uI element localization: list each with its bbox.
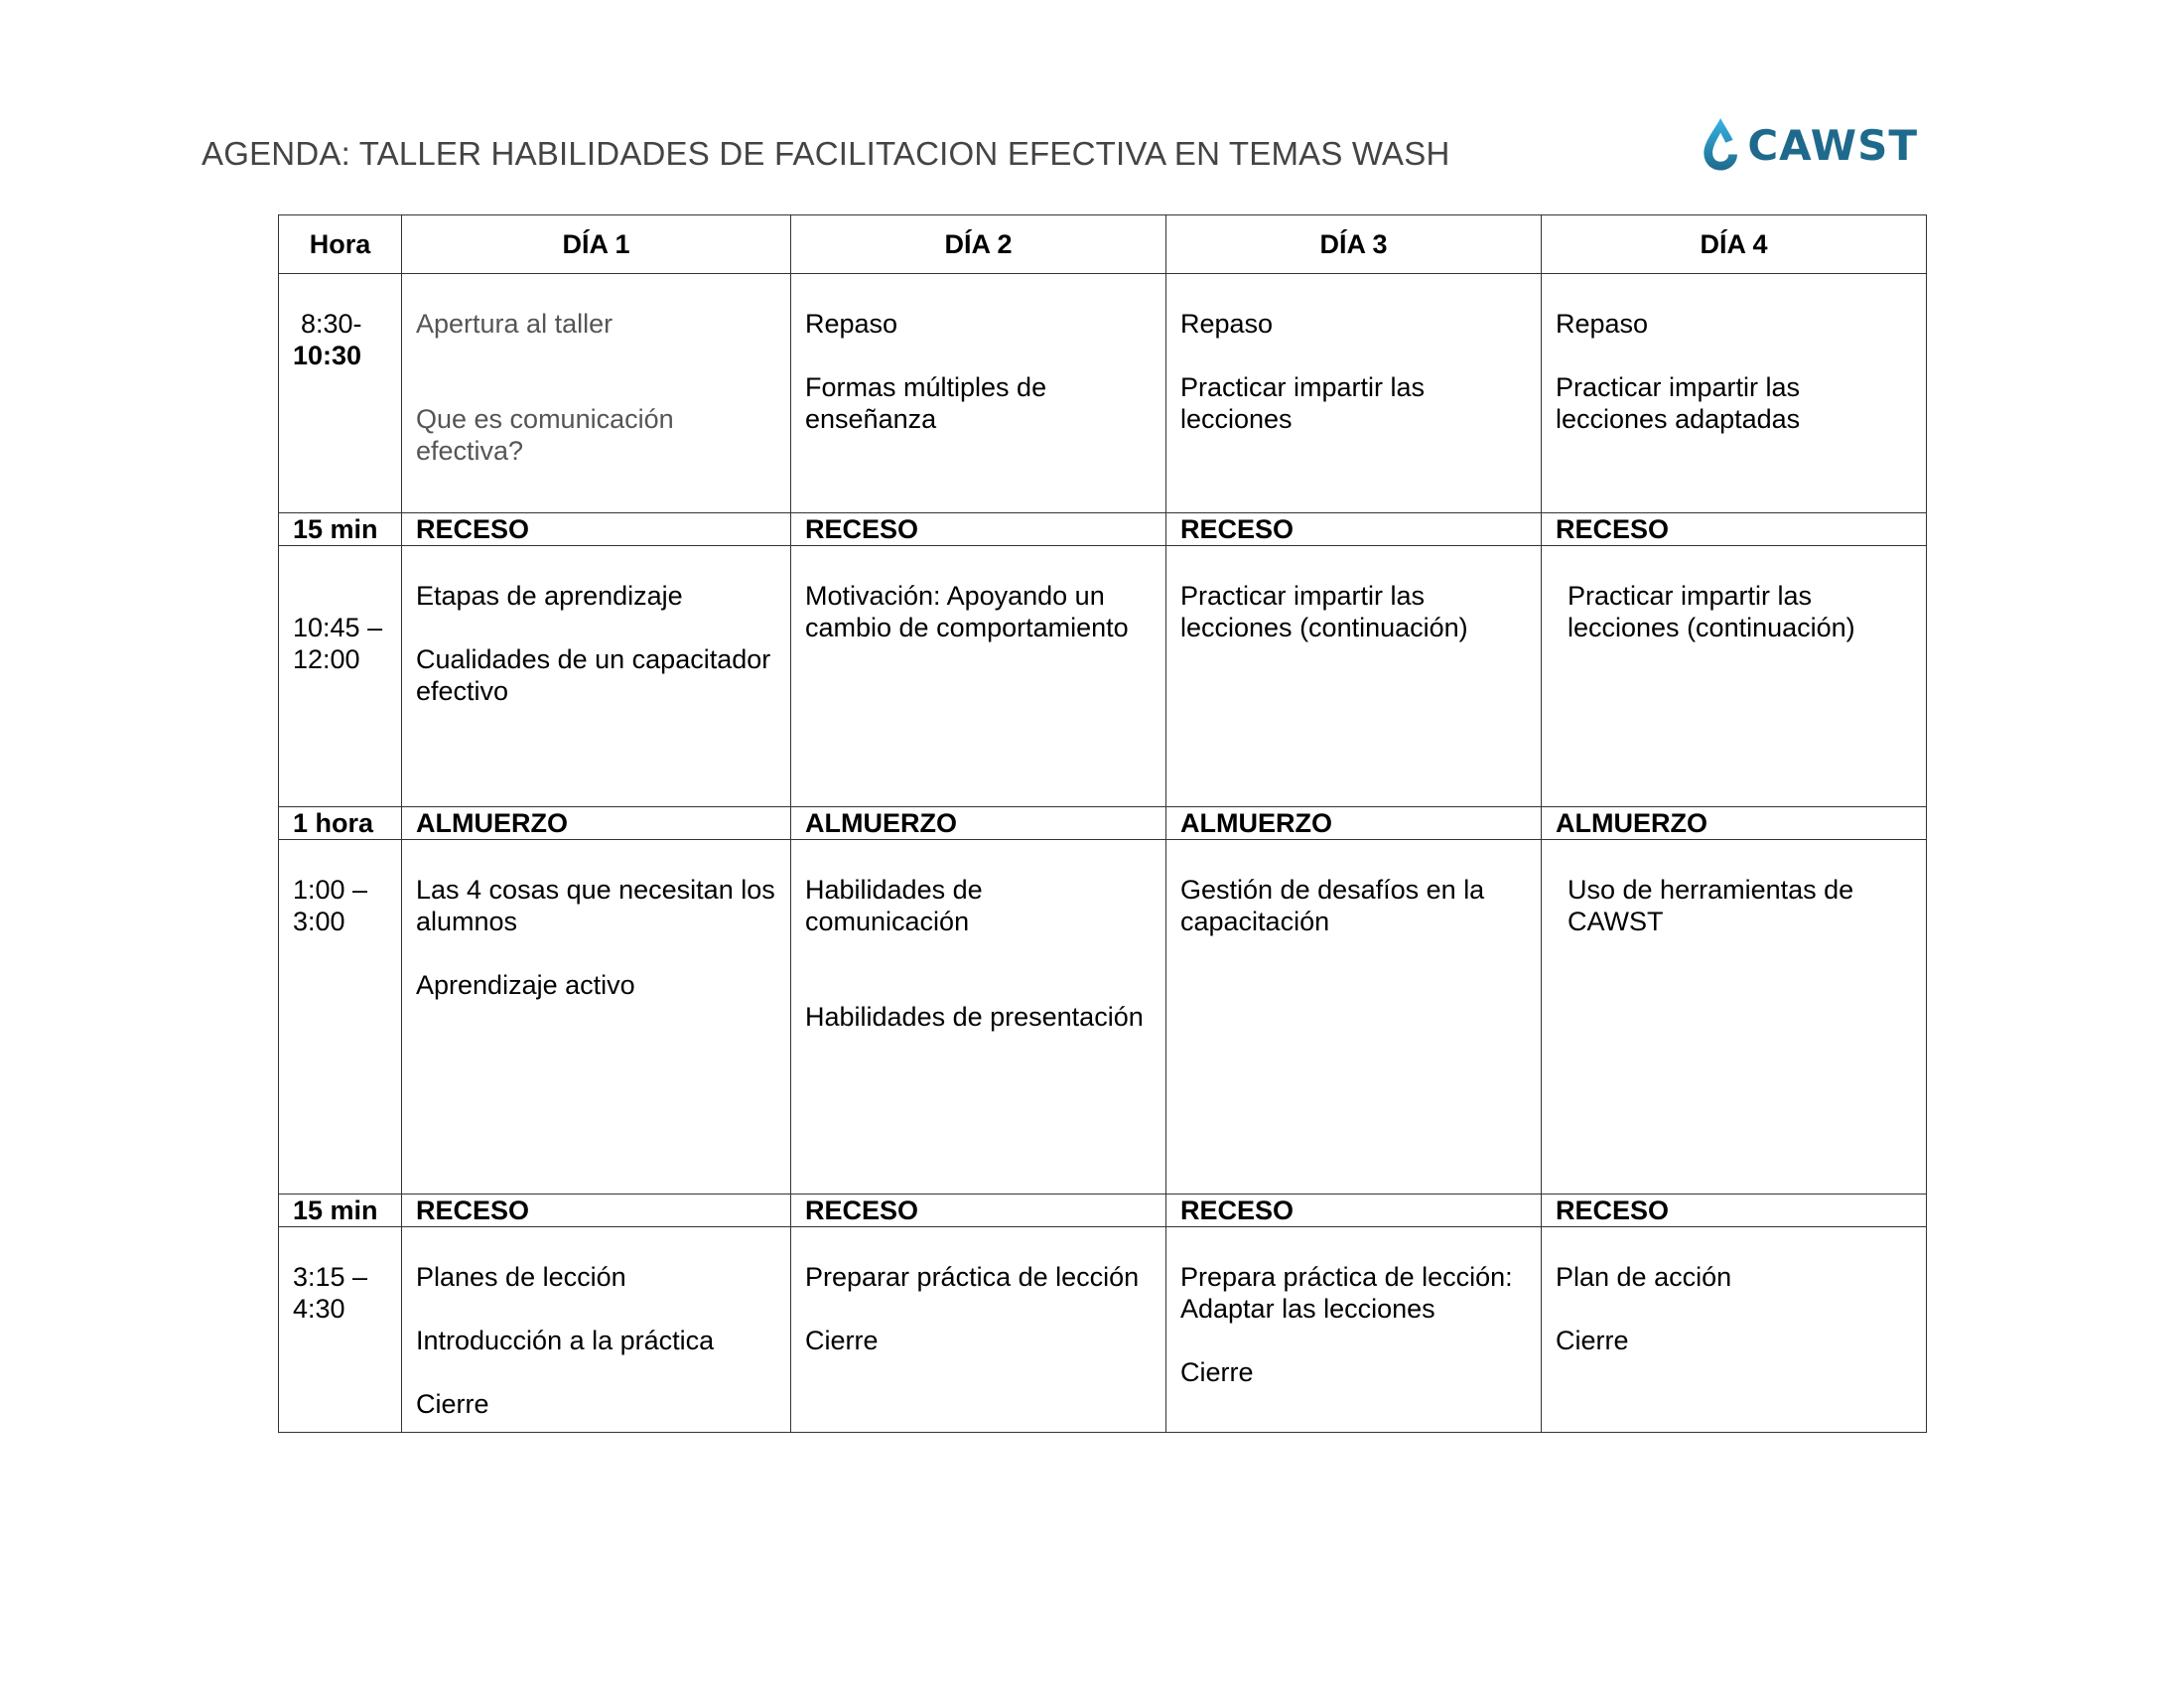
day4-cell — [1542, 1227, 1927, 1433]
activity: Repaso — [1556, 309, 1649, 339]
day1-cell — [402, 274, 791, 513]
break-row-2 — [279, 1195, 1927, 1227]
time-cell — [279, 840, 402, 1195]
activity: Cierre — [1180, 1357, 1254, 1387]
activity: Cierre — [416, 1389, 489, 1419]
activity: Planes de lección — [416, 1262, 626, 1292]
break-duration: 15 min — [279, 513, 402, 546]
activity: Introducción a la práctica — [416, 1326, 715, 1355]
header-row — [279, 215, 1927, 274]
lunch-label: ALMUERZO — [1166, 807, 1542, 840]
water-drop-icon — [1700, 106, 1741, 184]
agenda-table — [278, 214, 1927, 1433]
day1-cell — [402, 1227, 791, 1433]
activity: Practicar impartir las lecciones (continuación) — [1180, 581, 1468, 642]
document-title: AGENDA: TALLER HABILIDADES DE FACILITACION EFECTIVA EN TEMAS WASH — [202, 135, 1450, 172]
activity: Apertura al taller — [416, 309, 614, 339]
header-day-1: DÍA 1 — [402, 215, 791, 274]
lunch-row — [279, 807, 1927, 840]
activity: Cualidades de un capacitador efectivo — [416, 644, 771, 706]
header-hora: Hora — [279, 215, 402, 274]
day4-cell — [1542, 274, 1927, 513]
activity: Que es comunicación efectiva? — [416, 404, 674, 466]
break-label: RECESO — [1542, 513, 1927, 546]
day2-cell — [791, 1227, 1166, 1433]
activity: Preparar práctica de lección — [805, 1262, 1140, 1292]
activity: Practicar impartir las lecciones (continuación) — [1568, 581, 1855, 642]
activity: Gestión de desafíos en la capacitación — [1180, 875, 1485, 936]
activity: Aprendizaje activo — [416, 970, 635, 1000]
activity: Formas múltiples de enseñanza — [805, 372, 1047, 434]
day2-cell — [791, 546, 1166, 807]
header-day-3: DÍA 3 — [1166, 215, 1542, 274]
break-row-1 — [279, 513, 1927, 546]
time-cell — [279, 274, 402, 513]
break-label: RECESO — [402, 513, 791, 546]
break-label: RECESO — [1542, 1195, 1927, 1227]
day1-cell — [402, 840, 791, 1195]
session-row-3 — [279, 840, 1927, 1195]
activity: Cierre — [1556, 1326, 1629, 1355]
activity: Practicar impartir las lecciones adaptadas — [1556, 372, 1801, 434]
day4-cell — [1542, 840, 1927, 1195]
day3-cell — [1166, 546, 1542, 807]
day2-cell — [791, 840, 1166, 1195]
break-label: RECESO — [791, 513, 1166, 546]
lunch-label: ALMUERZO — [791, 807, 1166, 840]
time-start: 8:30- — [301, 309, 362, 339]
activity: Habilidades de comunicación — [805, 875, 983, 936]
activity: Repaso — [805, 309, 898, 339]
time-range: 3:15 – 4:30 — [293, 1262, 368, 1324]
session-row-2 — [279, 546, 1927, 807]
cawst-logo — [1700, 105, 1918, 185]
activity: Motivación: Apoyando un cambio de comportamiento — [805, 581, 1129, 642]
time-end: 10:30 — [293, 341, 362, 370]
logo-text: CAWST — [1747, 120, 1918, 170]
activity: Habilidades de presentación — [805, 1002, 1144, 1032]
activity: Practicar impartir las lecciones — [1180, 372, 1426, 434]
header-day-2: DÍA 2 — [791, 215, 1166, 274]
break-label: RECESO — [1166, 1195, 1542, 1227]
day2-cell — [791, 274, 1166, 513]
session-row-4 — [279, 1227, 1927, 1433]
day3-cell — [1166, 1227, 1542, 1433]
time-cell — [279, 546, 402, 807]
time-cell — [279, 1227, 402, 1433]
session-row-1 — [279, 274, 1927, 513]
activity: Plan de acción — [1556, 1262, 1732, 1292]
break-label: RECESO — [402, 1195, 791, 1227]
activity: Repaso — [1180, 309, 1274, 339]
lunch-label: ALMUERZO — [402, 807, 791, 840]
day1-cell — [402, 546, 791, 807]
activity: Uso de herramientas de CAWST — [1568, 875, 1854, 936]
break-duration: 15 min — [279, 1195, 402, 1227]
lunch-label: ALMUERZO — [1542, 807, 1927, 840]
activity: Las 4 cosas que necesitan los alumnos — [416, 875, 775, 936]
day3-cell — [1166, 840, 1542, 1195]
break-label: RECESO — [1166, 513, 1542, 546]
activity: Prepara práctica de lección: Adaptar las lecciones — [1180, 1262, 1513, 1324]
time-range: 1:00 – 3:00 — [293, 875, 368, 936]
lunch-duration: 1 hora — [279, 807, 402, 840]
time-range: 10:45 – 12:00 — [293, 613, 383, 674]
day3-cell — [1166, 274, 1542, 513]
day4-cell — [1542, 546, 1927, 807]
break-label: RECESO — [791, 1195, 1166, 1227]
activity: Etapas de aprendizaje — [416, 581, 683, 611]
header-day-4: DÍA 4 — [1542, 215, 1927, 274]
activity: Cierre — [805, 1326, 879, 1355]
